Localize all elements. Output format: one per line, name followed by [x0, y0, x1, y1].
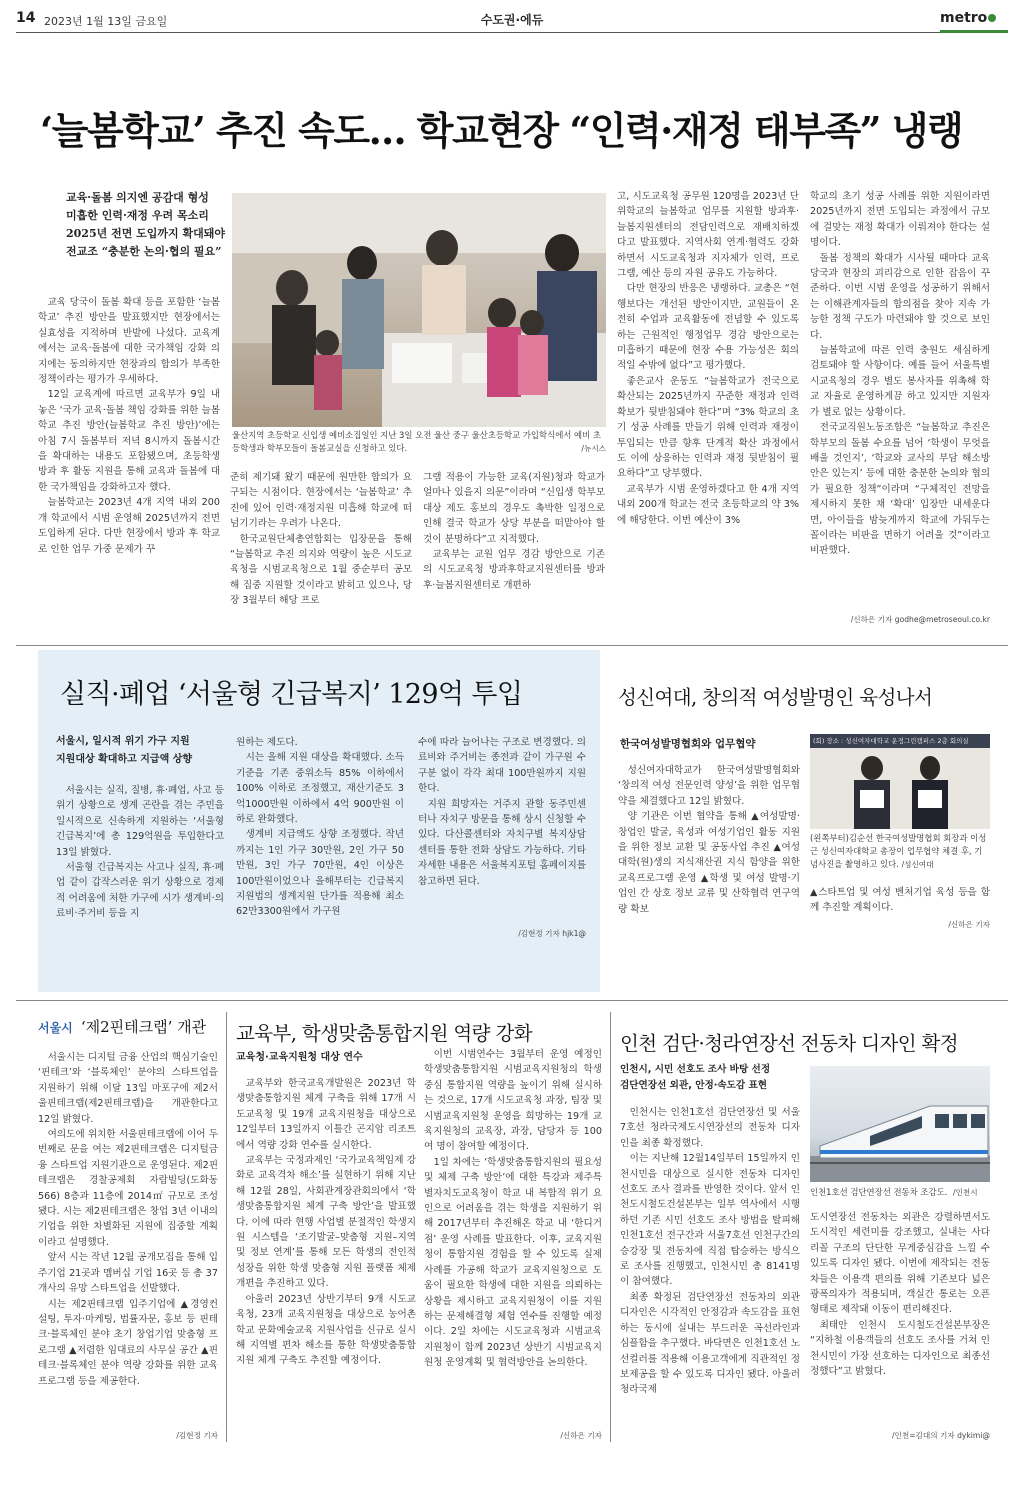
header-rule-accent — [940, 30, 1008, 33]
article5-column-2 — [424, 1047, 602, 1425]
article1-photo-caption — [232, 429, 606, 455]
article3-subhead: 한국여성발명협회와 업무협약 — [620, 738, 756, 750]
article6-column-2 — [810, 1210, 990, 1420]
paragraph: 생계비 지급액도 상향 조정했다. 작년까지는 1인 가구 30만원, 2인 가구 50만원, 3인 가구 70만원, 4인 이상은 100만원이었으나 올해부터는 긴급복지지원법의 생계지원 단가를 적용해 최소 62만3300원에서 가구원 — [236, 829, 404, 918]
paragraph: 지원 희망자는 거주지 관할 동주민센터나 자치구 방문을 통해 상시 신청할 수 있다. 다산콜센터와 자치구별 복지상담센터를 통한 전화 상담도 가능하다. 기타 자세한 내용은 서울복지포털 홈페이지를 참고하면 된다. — [418, 798, 586, 887]
photo-credit: /인천시 — [953, 1188, 978, 1197]
section-divider — [16, 645, 1008, 646]
paragraph: 교육부와 한국교육개발원은 2023년 학생맞춤통합지원 체계 구축을 위해 17개 시도교육청 및 19개 교육지원청을 대상으로 12일부터 13일까지 이틀간 곤지암 리조트에서 역량 강화 연수를 실시한다. — [236, 1078, 416, 1151]
article2-column-1 — [56, 783, 224, 953]
paragraph: 준히 제기돼 왔기 때문에 원만한 합의가 요구되는 시점이다. 현장에서는 ‘늘봄학교’ 추진에 있어 인력·재정지원 미흡해 학교에 떠넘기기라는 우려가 나온다. — [230, 472, 412, 530]
photo-credit: /뉴시스 — [581, 444, 606, 453]
article6-byline: /인천=김대의 기자 dykimi@ — [891, 1431, 990, 1440]
summary-line: 서울시, 일시적 위기 가구 지원 — [56, 736, 190, 747]
paragraph: 교육 당국이 돌봄 확대 등을 포함한 ‘늘봄학교’ 추진 방안을 발표했지만 현장에서는 실효성을 지적하며 반발에 나섰다. 교육계에서는 교육·돌봄에 대한 국가책임 강화 의지에는 동의하지만 현장과의 합의가 부족한 정책이라는 평가가 우세하다. — [38, 297, 220, 386]
paragraph: 이는 지난해 12월14일부터 15일까지 인천시민을 대상으로 실시한 전동차 디자인 선호도 조사 결과를 반영한 것이다. 앞서 인천도시철도건설본부는 일부 역사에서 시행하던 기존 시민 선호도 조사 방법을 탈피해 인천1호선 전구간과 서울7호선 인천구간의 승강장 및 전동차에 직접 탑승하는 방식으로 조사를 진행했고, 인천시민 총 8141명이 참여했다. — [620, 1153, 800, 1288]
article3-photo-caption — [810, 832, 990, 871]
paragraph: 다만 현장의 반응은 냉랭하다. 교총은 “현행보다는 개선된 방안이지만, 교원들이 온전히 수업과 교육활동에 전념할 수 있도록 하는 근원적인 행정업무 경감 방안으로는 미흡하기 때문에 현장 수용 가능성은 회의적일 수밖에 없다”고 평가했다. — [617, 283, 799, 372]
metro-logo-text: metro — [940, 10, 988, 26]
classroom-scene-illustration — [232, 193, 606, 427]
paragraph: 최종 확정된 검단연장선 전동차의 외관 디자인은 시각적인 안정감과 속도감을 표현하는 동시에 실내는 부드러운 곡선라인과 심플함을 추구했다. 바닥면은 인천1호선 노선컬러를 적용해 이용고객에게 직관적인 정보제공을 할 수 있도록 디자인 됐다. 아울러 청라국제 — [620, 1291, 800, 1396]
logo-mark-icon — [988, 14, 996, 22]
article6-photo — [810, 1066, 990, 1182]
article1-byline: /신하은 기자 godhe@metroseoul.co.kr — [850, 615, 990, 624]
article4-byline: /김현정 기자 — [176, 1431, 218, 1440]
paragraph: 12일 교육계에 따르면 교육부가 9일 내놓은 ‘국가 교육·돌봄 책임 강화를 위한 늘봄학교 추진 방안(늘봄학교 추진 방안)’에는 아침 7시 돌봄부터 저녁 8시까지 돌봄시간을 확대하는 내용도 포함됐으며, 초등학생 방과 후 활동 지원을 통해 교육과 돌봄에 대한 국가책임을 강화하고자 했다. — [38, 389, 220, 493]
summary-line: 인천시, 시민 선호도 조사 바탕 선정 — [620, 1064, 771, 1075]
paragraph: 교육부가 시범 운영하겠다고 한 4개 지역 내외 200개 학교는 전국 초등학교의 약 3%에 해당한다. 이번 예산이 3% — [617, 483, 799, 526]
article5-column-1 — [236, 1076, 416, 1428]
subway-train-illustration — [810, 1066, 990, 1182]
paragraph: 학교의 초기 성공 사례를 위한 지원이라면 2025년까지 전면 도입되는 과정에서 규모에 걸맞는 재정 확대가 이뤄져야 한다는 설명이다. — [810, 191, 990, 249]
article4-kicker: 서울시 — [38, 1021, 73, 1035]
article1-summary — [66, 189, 236, 261]
summary-line: 검단연장선 외관, 안정·속도감 표현 — [620, 1080, 768, 1091]
article3-body — [618, 763, 800, 983]
paragraph: 돌봄 정책의 확대가 시사될 때마다 교육 당국과 현장의 괴리감으로 인한 잡음이 꾸준하다. 이번 시범 운영을 성공하기 위해서는 이해관계자들의 합의점을 찾아 지속 가능한 정책 구도가 마련돼야 할 것으로 보인다. — [810, 252, 990, 341]
article6-column-1 — [620, 1105, 800, 1425]
issue-date: 2023년 1월 13일 금요일 — [44, 15, 168, 28]
signing-ceremony-illustration — [810, 748, 990, 829]
article3-body-continued — [810, 885, 990, 919]
paragraph: 교육부는 국정과제인 ‘국가교육책임제 강화로 교육격차 해소’를 실현하기 위해 지난해 12월 28일, 사회관계장관회의에서 ‘학생맞춤통합지원 체계 구축 방안’을 발표했다. 이에 따라 현행 사업별 분절적인 학생지원 시스템을 ‘조기발굴–맞춤형 지원–지역 및 정보 연계’를 통해 모든 학생의 전인적 성장을 위한 학생 맞춤형 지원 플랫폼 체제 개편을 추진하고 있다. — [236, 1155, 416, 1290]
paragraph: 최태안 인천시 도시철도건설본부장은 “지하철 이용객들의 선호도 조사를 거쳐 인천시민이 가장 선호하는 디자인으로 최종선정했다”고 밝혔다. — [810, 1319, 990, 1378]
column-divider — [610, 1012, 611, 1442]
article1-column-5 — [810, 189, 990, 613]
paragraph: 여의도에 위치한 서울핀테크랩에 이어 두번째로 문을 여는 제2핀테크랩은 디지털금융 스타트업 지원기관으로 운영된다. 제2핀테크랩은 경찰공제회 자람빌딩(도화동 566) 8층과 11층에 2014㎡ 규모로 조성됐다. 시는 제2핀테크랩은 창업 3년 이내의 기업을 위한 차별화된 지원에 집중할 계획이라고 설명했다. — [38, 1129, 218, 1248]
section-name: 수도권·에듀 — [480, 13, 544, 27]
paragraph: 고, 시도교육청 공무원 120명을 2023년 단위학교의 늘봄학교 업무를 지원할 방과후·늘봄지원센터의 전담인력으로 재배치하겠다고 발표했다. 지역사회 연계·협력도 강화하면서 시도교육청과 지자체가 인력, 프로그램, 예산 등의 자원 공유도 가능하다. — [617, 191, 799, 280]
paragraph: 늘봄학교에 따른 인력 충원도 세심하게 검토돼야 할 사항이다. 예를 들어 서울특별시교육청의 경우 별도 봉사자를 위촉해 학교 자율로 운영하게끔 하고 있지만 지원자가 별로 없는 상황이다. — [810, 345, 990, 418]
paragraph: ▲스타트업 및 여성 벤처기업 육성 등을 함께 추진할 계획이다. — [810, 887, 990, 914]
article2-headline: 실직·폐업 ‘서울형 긴급복지’ 129억 투입 — [60, 679, 523, 710]
article1-column-2 — [230, 470, 412, 625]
paragraph: 앞서 시는 작년 12월 공개모집을 통해 입주기업 21곳과 멤버십 기업 16곳 등 총 37개사의 유망 스타트업을 선발했다. — [38, 1252, 218, 1295]
summary-line: 2025년 전면 도입까지 확대돼야 — [66, 227, 225, 240]
article6-photo-caption — [810, 1186, 990, 1199]
paragraph: 아울러 2023년 상반기부터 9개 시도교육청, 23개 교육지원청을 대상으로 농어촌학교 문화예술교육 지원사업을 신규로 실시해 지역별 편차 해소를 통한 학생맞춤통합지원 체계 구축도 추진할 예정이다. — [236, 1293, 416, 1367]
paragraph: 늘봄학교는 2023년 4개 지역 내외 200개 학교에서 시범 운영해 2025년까지 전면 도입하게 된다. 다만 현장에서 방과 후 학교로 인한 업무 가중 문제가 꾸 — [38, 497, 220, 555]
paragraph: 그램 적용이 가능한 교육(지원)청과 학교가 얼마나 있을지 의문”이라며 “신입생 학부모 대상 제도 홍보의 경우도 촉박한 일정으로 인해 결국 학교가 상당 부분을 떠맡아야 할 것이 분명하다”고 지적했다. — [423, 472, 605, 545]
paragraph: 이번 시범연수는 3월부터 운영 예정인 학생맞춤통합지원 시범교육지원청의 학생 중심 통합지원 역량을 높이기 위해 실시하는 것으로, 17개 시도교육청 과장, 팀장 및 시범교육지원청 운영을 희망하는 19개 교육지원청의 교육장, 과장, 담당자 등 100여 명이 참여할 예정이다. — [424, 1049, 602, 1153]
paragraph: 성신여자대학교가 한국여성발명협회와 ‘창의적 여성 전문인력 양성’을 위한 업무협약을 체결했다고 12일 밝혔다. — [618, 765, 800, 807]
article2-byline: /김현정 기자 hjk1@ — [518, 929, 586, 938]
column-divider — [226, 1012, 227, 1442]
summary-line: 미흡한 인력·재정 우려 목소리 — [66, 209, 209, 222]
paragraph: 서울시는 실직, 질병, 휴·폐업, 사고 등 위기 상황으로 생계 곤란을 겪는 주민을 일시적으로 신속하게 지원하는 ‘서울형 긴급복지’에 총 129억원을 투입한다고 13일 밝혔다. — [56, 785, 224, 858]
paragraph: 시는 제2핀테크랩 입주기업에 ▲경영컨설팅, 투자·마케팅, 법률자문, 홍보 등 핀테크·블록체인 분야 초기 창업기업 맞춤형 프로그램 ▲저렴한 임대료의 사무실 공간 ▲핀테크·블록체인 분야 역량 강화를 위한 교육 프로그램 등을 제공한다. — [38, 1298, 218, 1387]
paragraph: 원하는 제도다. — [236, 737, 298, 748]
paragraph: 시는 올해 지원 대상을 확대했다. 소득 기준을 기존 중위소득 85% 이하에서 100% 이하로 조정했고, 재산기준도 3억1000만원 이하에서 4억 900만원 이하로 완화했다. — [236, 752, 404, 826]
header-rule — [16, 32, 1008, 33]
article1-photo — [232, 193, 606, 427]
paragraph: 한국교원단체총연합회는 입장문을 통해 “늘봄학교 추진 의지와 역량이 높은 시도교육청을 시범교육청으로 1월 중순부터 공모해 집중 지원할 것이라고 밝히고 있으나, 당장 3월부터 해당 프로 — [230, 533, 412, 607]
article1-column-4 — [617, 189, 799, 625]
article4-headline: ‘제2핀테크랩’ 개관 — [80, 1018, 207, 1036]
section-divider — [16, 1000, 1008, 1001]
page-number: 14 — [16, 10, 36, 26]
article2-column-3 — [418, 735, 586, 925]
article1-column-1 — [38, 295, 220, 625]
article4-body — [38, 1050, 218, 1425]
article5-subhead: 교육청·교육지원청 대상 연수 — [236, 1052, 363, 1063]
paragraph: 교육부는 교원 업무 경감 방안으로 기존의 시도교육청 방과후학교지원센터를 방과후·늘봄지원센터로 개편하 — [423, 549, 605, 591]
article4-title — [38, 1016, 206, 1037]
article3-photo — [810, 734, 990, 829]
article1-headline: ‘늘봄학교’ 추진 속도… 학교현장 “인력·재정 태부족” 냉랭 — [40, 108, 963, 153]
summary-line: 지원대상 확대하고 지급액 상향 — [56, 754, 193, 765]
caption-text: 인천1호선 검단연장선 전동차 조감도. — [810, 1187, 948, 1197]
article6-headline: 인천 검단·청라연장선 전동차 디자인 확정 — [620, 1032, 959, 1055]
metro-logo — [940, 10, 996, 26]
article2-summary — [56, 733, 226, 769]
caption-text: 울산지역 초등학교 신입생 예비소집일인 지난 3일 오전 울산 중구 울산초등학교 가입학식에서 예비 초등학생과 학부모들이 돌봄교실을 신청하고 있다. — [232, 430, 601, 453]
article5-byline: /신하은 기자 — [560, 1431, 602, 1440]
paragraph: 서울시는 디지털 금융 산업의 핵심기술인 ‘핀테크’와 ‘블록체인’ 분야의 스타트업을 지원하기 위해 이달 13일 마포구에 제2서울핀테크랩(제2핀테크랩)을 개관한다고 12일 밝혔다. — [38, 1052, 218, 1125]
article3-headline: 성신여대, 창의적 여성발명인 육성나서 — [618, 686, 933, 709]
article3-byline: /신하은 기자 — [948, 920, 990, 929]
paragraph: 전국교직원노동조합은 “늘봄학교 추진은 학부모의 돌봄 수요를 넘어 ‘학생이 무엇을 배울 것인지’, ‘학교와 교사의 부담 해소방안은 있는지’ 등에 대한 충분한 논의와 협의가 필요한 정책”이라며 “구체적인 전망을 제시하지 못한 채 ‘확대’ 입장만 내세운다면, 아이들을 밤늦게까지 학교에 가둬두는 꼴이라는 비판을 면하기 어려울 것”이라고 비판했다. — [810, 422, 990, 557]
paragraph: 좋은교사 운동도 “늘봄학교가 전국으로 확산되는 2025년까지 꾸준한 재정과 인력 확보가 뒷받침돼야 한다”며 “3% 학교의 초기 성공 사례를 만들기 위해 인력과 재정이 투입되는 만큼 향후 단계적 확산 과정에서도 이에 상응하는 인력과 재정 뒷받침이 필요하다”고 당부했다. — [617, 375, 799, 480]
caption-text: (왼쪽부터)김순선 한국여성발명협회 회장과 이성근 성신여자대학교 총장이 업무협약 체결 후, 기념사진을 촬영하고 있다. — [810, 833, 987, 869]
summary-line: 교육·돌봄 의지엔 공감대 형성 — [66, 191, 209, 204]
article2-column-2 — [236, 735, 404, 953]
article1-column-3 — [423, 470, 605, 625]
paragraph: 수에 따라 늘어나는 구조로 변경했다. 의료비와 주거비는 종전과 같이 가구원 수 구분 없이 각각 최대 100만원까지 지원한다. — [418, 737, 586, 795]
paragraph: 양 기관은 이번 협약을 통해 ▲여성발명·창업인 발굴, 육성과 여성기업인 활동 지원을 위한 정보 교환 및 공동사업 추진 ▲여성 대학(원)생의 지식재산권 지식 함양을 위한 교육프로그램 운영 ▲학생 및 여성 발명·기업인 간 상호 정보 교류 및 산학협력 연구역량 확보 — [618, 811, 800, 915]
paragraph: 서울형 긴급복지는 사고나 실직, 휴·폐업 같이 갑작스러운 위기 상황으로 경제적 어려움에 처한 가구에 시가 생계비·의료비·주거비 등을 지 — [56, 862, 224, 920]
photo-banner-text: (회) 장소 : 성신여자대학교 운정그린캠퍼스 2층 회의실 — [810, 734, 990, 748]
paragraph: 인천시는 인천1호선 검단연장선 및 서울7호선 청라국제도시연장선의 전동차 디자인을 최종 확정했다. — [620, 1107, 800, 1149]
article5-headline: 교육부, 학생맞춤통합지원 역량 강화 — [236, 1022, 532, 1045]
summary-line: 전교조 “충분한 논의·협의 필요” — [66, 245, 222, 258]
photo-credit: /성신여대 — [901, 860, 934, 869]
paragraph: 1일 차에는 ‘학생맞춤통합지원의 필요성 및 체제 구축 방안’에 대한 특강과 제주특별자치도교육청이 학교 내 복합적 위기 요인으로 어려움을 겪는 학생을 지원하기 위해 2017년부터 추진해온 학교 내 ‘한디거점’ 운영 사례를 발표한다. 이후, 교육지원청이 통합지원 경험을 할 수 있도록 실제 사례를 가공해 학교가 교육지원청으로 도움이 필요한 학생에 대한 지원을 의뢰하는 상황을 제시하고 교육지원청이 이를 지원하는 문제해결형 체험 연수를 진행할 예정이다. 2일 차에는 시도교육청과 시범교육지원청이 함께 2023년 상반기 시범교육지원청 운영계획 및 협력방안을 논의한다. — [424, 1156, 602, 1369]
paragraph: 도시연장선 전동차는 외관은 강렬하면서도 도시적인 세련미를 강조했고, 실내는 사다리꼴 구조의 단단한 무게중심감을 느낄 수 있도록 디자인 됐다. 이번에 제작되는 전동차들은 이용객 편의를 위해 기존보다 넓은 광폭의자가 적용되며, 객실간 통로는 오픈형태로 제작돼 이동이 편리해진다. — [810, 1212, 990, 1316]
article6-summary — [620, 1062, 800, 1094]
